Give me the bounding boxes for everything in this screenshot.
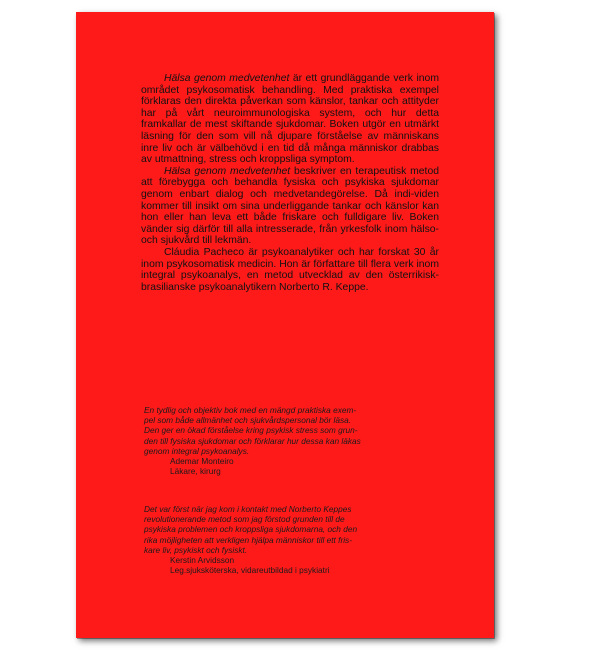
- testimonial-role: Leg.sjuksköterska, vidareutbildad i psykiatri: [170, 565, 330, 576]
- testimonial-2: [144, 504, 444, 575]
- paragraph-1: [141, 73, 439, 166]
- testimonial-line: den till fysiska sjukdomar och förklarar hur dessa kan läkas: [144, 435, 361, 446]
- testimonial-line: genom integral psykoanalys.: [144, 445, 250, 456]
- paragraph-3: Cláudia Pacheco är psykoanalytiker och har forskat 30 år inom psykosomatisk medicin. Hon är författare till flera verk inom integral psykoanalys, en metod utvecklad av den österrikisk-brasilianske psykoanalytikern Norberto R. Keppe.: [141, 246, 439, 293]
- paragraph-1-text: är ett grundläggande verk inom området psykosomatisk behandling. Med praktiska exempel förklaras den direkta påverkan som känslor, tankar och attityder har på vårt neuroimmunologiska system, och hur detta framkallar de mest skiftande sjukdomar. Boken utgör en utmärkt läsning för den som vill nå djupare förståelse av människans inre liv och är välbehövd i en tid då många människor drabbas av utmattning, stress och kroppsliga symptom.: [141, 73, 439, 166]
- paragraph-2: [141, 166, 439, 247]
- book-title-1: Hälsa genom medvetenhet: [164, 73, 290, 84]
- testimonial-author: Ademar Monteiro: [170, 456, 234, 467]
- testimonial-line: Det var först när jag kom i kontakt med Norberto Keppes: [144, 504, 352, 514]
- paragraph-2-text: beskriver en terapeutisk metod att förebygga och behandla fysiska och psykiska sjukdomar genom enbart dialog och medvetandegörelse. Då indi-viden kommer till insikt om sina underliggande tankar och känslor kan hon eller han leva ett både friskare och fulldigare liv. Boken vänder sig därför till alla intresserade, från yrkesfolk inom hälso- och sjukvård till lekmän.: [141, 165, 439, 247]
- testimonial-line: Den ger en ökad förståelse kring psykisk stress som grun-: [144, 425, 358, 436]
- testimonial-line: revolutionerande metod som jag förstod grunden till de: [144, 514, 345, 525]
- testimonial-line: pel som både allmänhet och sjukvårdspersonal bör läsa.: [144, 415, 352, 426]
- description-text: [141, 73, 439, 293]
- testimonial-line: En tydlig och objektiv bok med en mängd praktiska exem-: [144, 405, 357, 415]
- testimonial-line: psykiska problemen och kroppsliga sjukdomarna, och den: [144, 524, 358, 535]
- testimonial-line: kare liv, psykiskt och fysiskt.: [144, 544, 248, 555]
- testimonial-role: Läkare, kirurg: [170, 466, 221, 477]
- book-back-cover: [76, 12, 494, 638]
- testimonial-1: [144, 405, 444, 476]
- book-title-2: Hälsa genom medvetenhet: [164, 165, 291, 177]
- testimonial-line: rika möjligheten att verkligen hjälpa människor till ett fris-: [144, 534, 352, 545]
- testimonial-author: Kerstin Arvidsson: [170, 555, 235, 566]
